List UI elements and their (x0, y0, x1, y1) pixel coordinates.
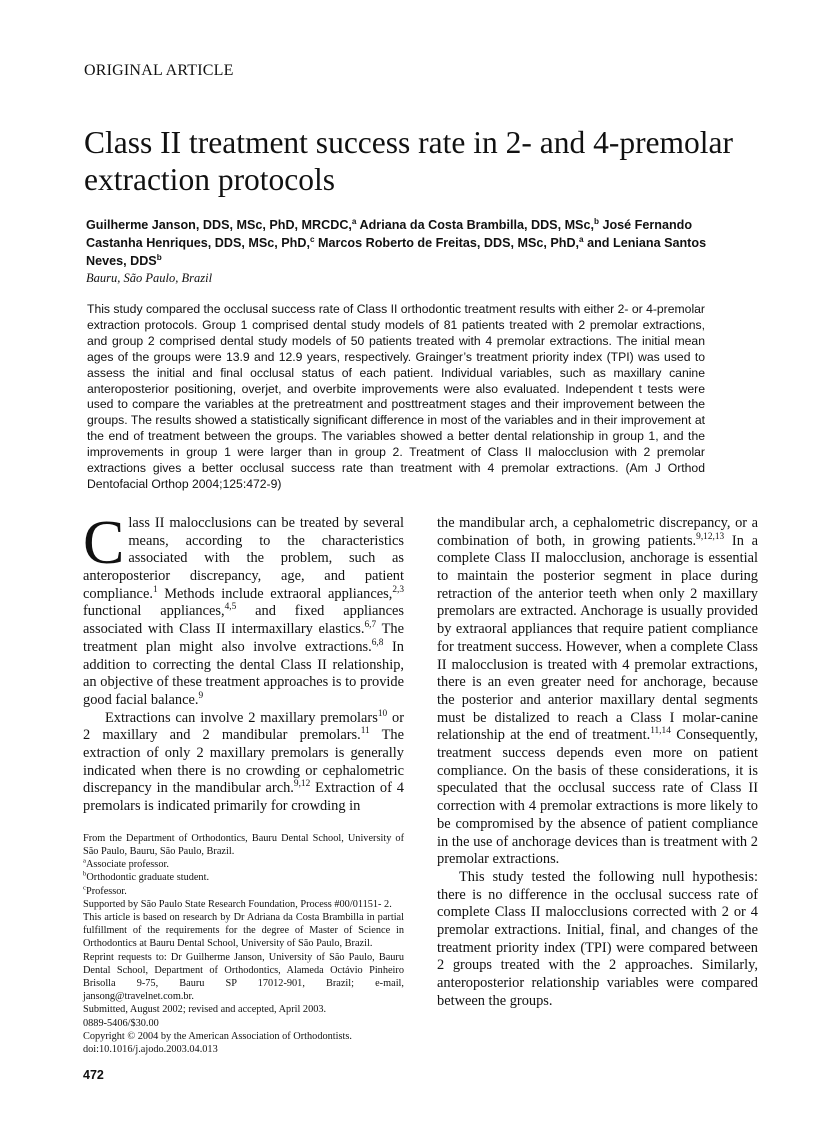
text-run: and Leniana Santos Neves, DDS (86, 236, 707, 268)
text-run: doi:10.1016/j.ajodo.2003.04.013 (83, 1044, 218, 1056)
footnote (83, 858, 404, 871)
text-run: Orthodontic graduate student. (86, 872, 210, 884)
text-run: Submitted, August 2002; revised and accepted, April 2003. (83, 1004, 327, 1016)
text-run: Reprint requests to: Dr Guilherme Janson, University of São Paulo, Bauru Dental School, Department of Orthodontics, Alameda Octávio Pinheiro Brisolla 9-75, Bauru SP 17012-901, Brazil; e-mail, jansong@travelnet.com.br. (83, 951, 404, 1003)
superscript-ref: 9,12,13 (696, 531, 725, 542)
superscript-ref: a (351, 216, 357, 226)
text-run: Professor. (85, 885, 127, 897)
superscript-ref: 9 (198, 691, 204, 702)
superscript-ref: 11 (360, 726, 370, 737)
left-body-text (83, 508, 404, 816)
text-run: and fixed appliances associated with Class II intermaxillary elastics. (83, 603, 404, 638)
text-run: From the Department of Orthodontics, Bauru Dental School, University of São Paulo, Bauru, São Paulo, Brazil. (83, 832, 404, 858)
superscript-ref: 1 (152, 584, 158, 595)
body-column-left (83, 508, 404, 1083)
text-run: 0889-5406/$30.00 (83, 1017, 159, 1029)
footnote (83, 1030, 404, 1043)
superscript-ref: 2,3 (392, 584, 404, 595)
text-run: The treatment plan might also involve extractions. (83, 621, 404, 655)
footnote (83, 911, 404, 951)
text-run: Associate professor. (85, 859, 169, 871)
text-run: Extraction of 4 premolars is indicated primarily for crowding in (83, 780, 404, 815)
superscript-ref: 9,12 (293, 779, 311, 790)
text-run: Copyright © 2004 by the American Association of Orthodontists. (83, 1030, 352, 1042)
text-run: In a complete Class II malocclusion, anchorage is essential to maintain the posterior segment in place during retraction of the anterior teeth when only 2 maxillary premolars are extracted. Anchorage is usually provided by extraoral appliances that require patient compliance for treatment success. However, when a complete Class II malocclusion is treated with 4 premolar extractions, there is an even greater need for anchorage, because the posterior and anterior maxillary dental segments must be distalized to reach a Class I molar-canine relationship at the end of treatment. (437, 532, 758, 744)
text-run: Adriana da Costa Brambilla, DDS, MSc, (356, 218, 594, 232)
footnote (83, 1003, 404, 1016)
text-run: Marcos Roberto de Freitas, DDS, MSc, PhD, (314, 236, 580, 250)
superscript-ref: a (83, 857, 86, 865)
footnotes (83, 816, 404, 1056)
text-run: Methods include extraoral appliances, (157, 585, 393, 602)
superscript-ref: c (83, 884, 86, 892)
footnote (83, 885, 404, 898)
intro-paragraph-3 (437, 515, 758, 869)
footnote (83, 1017, 404, 1030)
text-run: This study tested the following null hypothesis: there is no difference in the occlusal success rate of complete Class II malocclusions corrected with 2 or 4 premolar extractions. Initial, final, and changes of the treatment priority index (TPI) were compared between 2 groups treated with the 2 approaches. Similarly, anteroposterior relationship variables were compared between the groups. (437, 868, 758, 1009)
abstract (87, 302, 705, 493)
superscript-ref: 4,5 (224, 602, 237, 613)
footnote (83, 1043, 404, 1056)
author-location: Bauru, São Paulo, Brazil (86, 271, 213, 285)
text-run: The extraction of only 2 maxillary premolars is generally indicated when there is no crowding or cephalometric discrepancy in the mandibular arch. (83, 727, 404, 797)
superscript-ref: 6,7 (364, 620, 377, 631)
text-run: the mandibular arch, a cephalometric discrepancy, or a combination of both, in growing patients. (437, 514, 758, 549)
text-run: This article is based on research by Dr Adriana da Costa Brambilla in partial fulfillment of the requirements for the degree of Master of Science in Orthodontics at Bauru Dental School, University of São Paulo, Brazil. (83, 912, 404, 950)
text-run: This study compared the occlusal success rate of Class II orthodontic treatment results with either 2- or 4-premolar extraction protocols. Group 1 comprised dental study models of 81 patients treated with 2 premolar extractions, and group 2 comprised dental study models of 50 patients treated with 4 premolar extractions. The initial mean ages of the groups were 13.9 and 12.9 years, respectively. Grainger’s treatment priority index (TPI) was used to assess the initial and final occlusal status of each patient. Individual variables, such as maxillary canine anteroposterior positioning, overjet, and overbite improvements were also evaluated. Independent t tests were used to compare the variables at the pretreatment and posttreatment stages and their improvement between the groups. The results showed a statistically significant difference in most of the variables and in their improvement at the end of treatment between the groups. The variables showed a better dental relationship in group 1, and the improvements in group 1 were larger than in group 2. Treatment of Class II malocclusion with 2 premolar extractions gives a better occlusal success rate than treatment with 4 premolar extractions. (Am J Orthod Dentofacial Orthop 2004;125:472-9) (87, 302, 705, 491)
superscript-ref: c (309, 234, 315, 244)
body-column-right (437, 515, 758, 1083)
text-run: Supported by São Paulo State Research Foundation, Process #00/01151- 2. (83, 898, 392, 910)
text-run: José Fernando Castanha Henriques, DDS, MSc, PhD, (86, 218, 693, 250)
superscript-ref: b (156, 252, 162, 262)
article-title: Class II treatment success rate in 2- and 4-premolar extraction protocols (84, 125, 734, 197)
text-run: functional appliances, (83, 603, 225, 620)
paragraph-text (83, 508, 404, 708)
section-label: ORIGINAL ARTICLE (84, 62, 234, 79)
superscript-ref: 11,14 (650, 726, 671, 737)
text-run: Guilherme Janson, DDS, MSc, PhD, MRCDC, (86, 218, 352, 232)
text-run: Consequently, treatment success depends even more on patient compliance. On the basis of these considerations, it is speculated that the occlusal success rate of Class II correction with 4 premolar extractions is more likely to be compromised by the absence of patient compliance in the use of anchorage devices than is treatment with 2 premolar extractions. (437, 727, 758, 868)
footnote (83, 832, 404, 858)
intro-paragraph-4 (437, 869, 758, 1011)
footnote (83, 898, 404, 911)
footnote (83, 951, 404, 1004)
text-run: or 2 maxillary and 2 mandibular premolars. (83, 709, 404, 744)
text-run: Extractions can involve 2 maxillary premolars (105, 709, 378, 726)
superscript-ref: 6,8 (371, 638, 384, 648)
text-run: lass II malocclusions can be treated by several means, according to the characteristics associated with the problem, such as anteroposterior discrepancy, age, and patient compliance. (83, 514, 404, 602)
superscript-ref: b (83, 871, 87, 879)
superscript-ref: b (593, 216, 599, 226)
drop-cap: C (83, 508, 125, 577)
superscript-ref: a (579, 234, 584, 244)
page-number: 472 (83, 1068, 104, 1083)
author-list (86, 216, 746, 270)
text-run: In addition to correcting the dental Class II relationship, an objective of these treatment approaches is to provide good facial balance. (83, 638, 404, 708)
body-columns (83, 508, 838, 1083)
footnote (83, 871, 404, 884)
superscript-ref: 10 (377, 708, 388, 719)
intro-paragraph-2 (83, 710, 404, 816)
intro-paragraph-1 (83, 508, 404, 710)
